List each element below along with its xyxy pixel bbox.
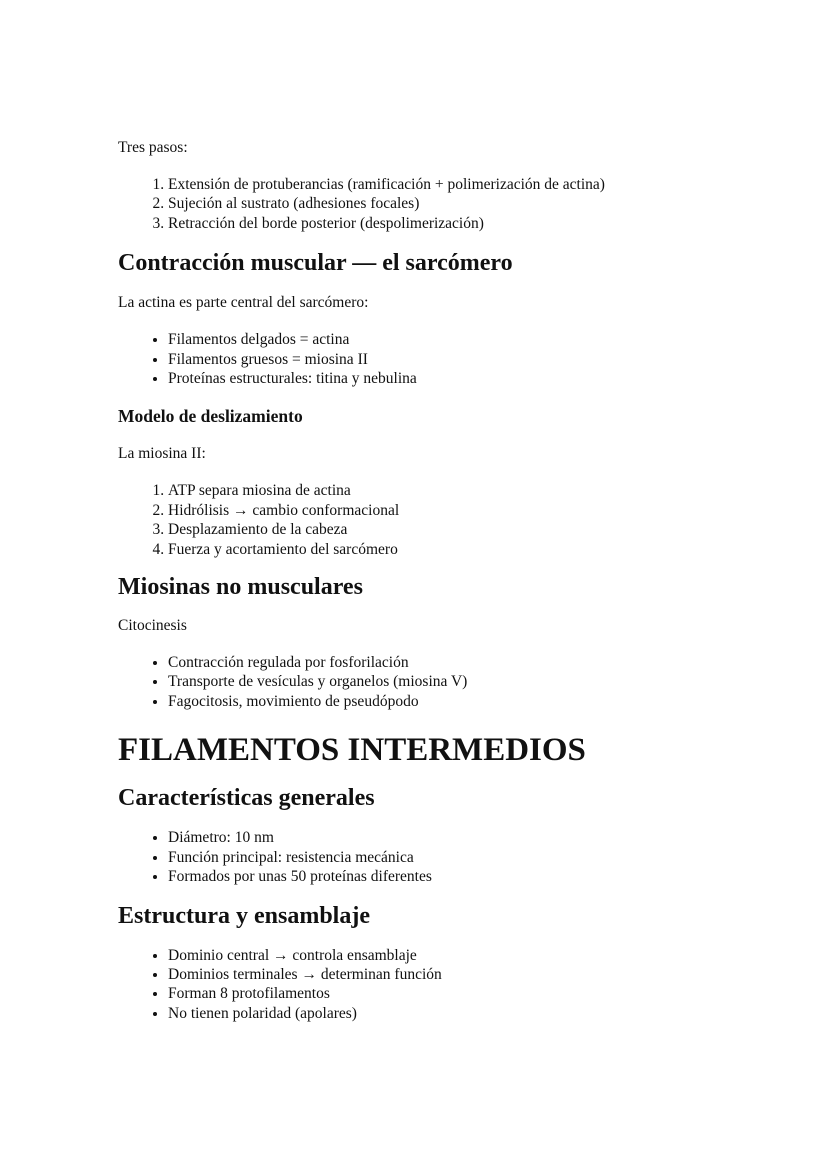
- list-item: • Proteínas estructurales: titina y nebulina: [168, 369, 798, 388]
- list-item: • Función principal: resistencia mecánica: [168, 848, 798, 867]
- list-item: • Fagocitosis, movimiento de pseudópodo: [168, 692, 798, 711]
- list-item: 1. Extensión de protuberancias (ramificación + polimerización de actina): [168, 175, 798, 194]
- document-page: [118, 138, 798, 1023]
- heading-miosinas: Miosinas no musculares: [118, 574, 363, 601]
- list-item: 3. Retracción del borde posterior (despolimerización): [168, 214, 798, 233]
- list-item: • Formados por unas 50 proteínas diferentes: [168, 867, 798, 886]
- heading-estructura: Estructura y ensamblaje: [118, 902, 370, 929]
- paragraph-modelo: La miosina II:: [118, 445, 206, 463]
- paragraph-miosinas: Citocinesis: [118, 617, 187, 635]
- list-item: • Diámetro: 10 nm: [168, 828, 798, 847]
- list-modelo: [118, 481, 798, 559]
- list-item: 3. Desplazamiento de la cabeza: [168, 520, 798, 539]
- list-item: 2. Hidrólisis → cambio conformacional: [168, 501, 798, 520]
- intro-steps-list: [118, 175, 798, 233]
- list-estructura: [118, 946, 798, 1024]
- list-miosinas: [118, 653, 798, 711]
- intro-paragraph: Tres pasos:: [118, 139, 188, 156]
- list-caracteristicas: [118, 828, 798, 886]
- list-item: 2. Sujeción al sustrato (adhesiones focales): [168, 194, 798, 213]
- list-item: • Forman 8 protofilamentos: [168, 984, 798, 1003]
- list-item: • No tienen polaridad (apolares): [168, 1004, 798, 1023]
- list-item: • Dominio central → controla ensamblaje: [168, 946, 798, 965]
- list-item: • Contracción regulada por fosforilación: [168, 653, 798, 672]
- heading-caracteristicas: Características generales: [118, 785, 375, 812]
- paragraph-contraccion: La actina es parte central del sarcómero:: [118, 294, 369, 312]
- list-item: • Filamentos gruesos = miosina II: [168, 350, 798, 369]
- list-item: 4. Fuerza y acortamiento del sarcómero: [168, 540, 798, 559]
- list-item: • Transporte de vesículas y organelos (miosina V): [168, 672, 798, 691]
- heading-modelo: Modelo de deslizamiento: [118, 406, 303, 427]
- list-item: • Dominios terminales → determinan función: [168, 965, 798, 984]
- list-item: 1. ATP separa miosina de actina: [168, 481, 798, 500]
- list-contraccion: [118, 330, 798, 388]
- list-item: • Filamentos delgados = actina: [168, 330, 798, 349]
- heading-contraccion: Contracción muscular — el sarcómero: [118, 250, 513, 277]
- heading-filamentos-intermedios: FILAMENTOS INTERMEDIOS: [118, 732, 586, 769]
